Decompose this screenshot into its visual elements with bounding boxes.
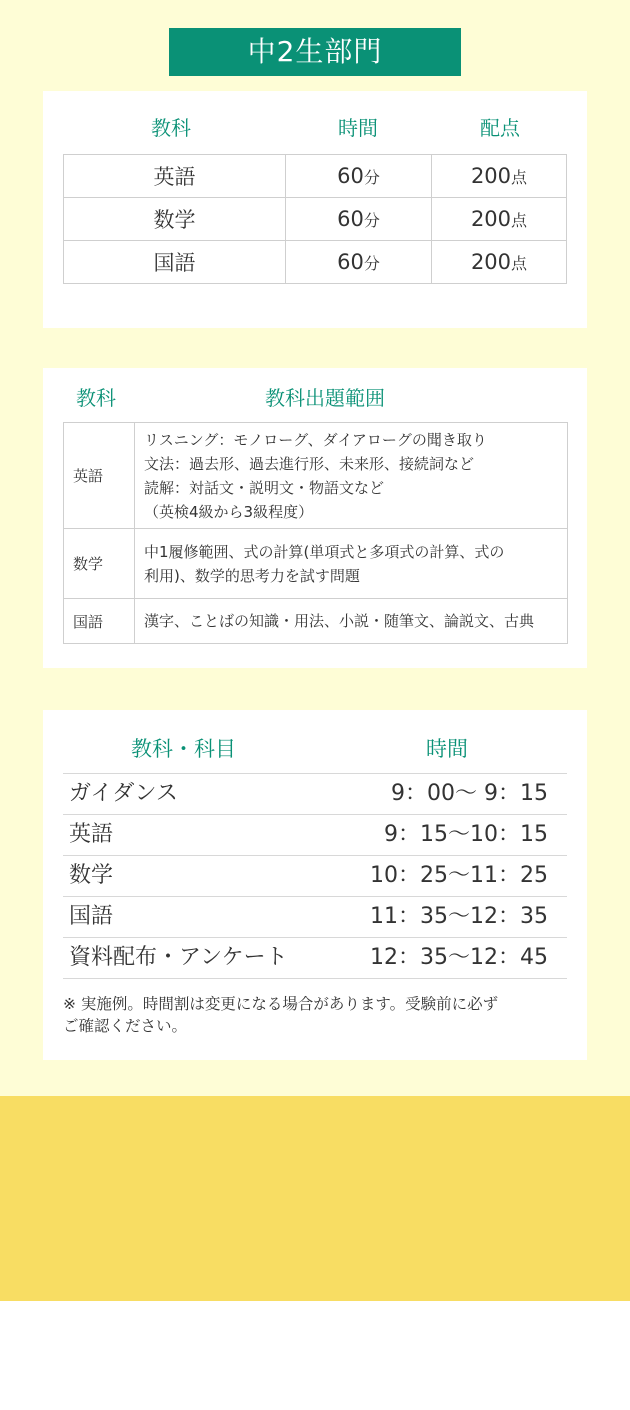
score-time: 60分 [286, 241, 432, 284]
score-header-time: 時間 [338, 116, 378, 140]
score-header-points: 配点 [480, 116, 520, 140]
table-row [64, 423, 568, 529]
table-row [64, 155, 567, 198]
scope-header-subject: 教科 [76, 386, 116, 410]
scope-description: 中1履修範囲、式の計算(単項式と多項式の計算、式の 利用)、数学的思考力を試す問題 [135, 529, 568, 599]
schedule-row [63, 814, 567, 855]
bottom-area [0, 1301, 630, 1410]
scope-subject: 英語 [64, 423, 135, 529]
schedule-item-time: 11：35〜12：35 [370, 904, 548, 929]
scope-description: 漢字、ことばの知識・用法、小説・随筆文、論説文、古典 [135, 599, 568, 644]
schedule-item-time: 12：35〜12：45 [370, 945, 548, 970]
schedule-row [63, 773, 567, 814]
schedule-header-time: 時間 [426, 737, 468, 761]
scope-header-scope: 教科出題範囲 [265, 386, 385, 410]
footer-band [0, 1096, 630, 1301]
schedule-list [63, 773, 567, 979]
table-row [64, 599, 568, 644]
score-table [63, 154, 567, 284]
table-row [64, 241, 567, 284]
schedule-item-name: ガイダンス [69, 781, 178, 806]
schedule-row [63, 855, 567, 896]
score-subject: 国語 [64, 241, 286, 284]
score-subject: 英語 [64, 155, 286, 198]
schedule-header-subject: 教科・科目 [131, 737, 236, 761]
table-row [64, 198, 567, 241]
schedule-item-time: 10：25〜11：25 [370, 863, 548, 888]
schedule-item-name: 国語 [69, 904, 114, 929]
scope-description: リスニング：モノローグ、ダイアローグの聞き取り 文法：過去形、過去進行形、未来形、接続詞など 読解：対話文・説明文・物語文など （英検4級から3級程度） [135, 423, 568, 529]
schedule-row [63, 937, 567, 979]
score-header-subject: 教科 [151, 116, 191, 140]
scope-table [63, 422, 568, 644]
schedule-item-time: 9：15〜10：15 [384, 822, 548, 847]
score-points: 200点 [432, 155, 567, 198]
score-subject: 数学 [64, 198, 286, 241]
schedule-item-name: 資料配布・アンケート [69, 945, 288, 970]
score-points: 200点 [432, 241, 567, 284]
score-points: 200点 [432, 198, 567, 241]
table-row [64, 529, 568, 599]
schedule-item-time: 9：00〜 9：15 [391, 781, 548, 806]
score-time: 60分 [286, 198, 432, 241]
schedule-note: ※ 実施例。時間割は変更になる場合があります。受験前に必ず ご確認ください。 [63, 995, 499, 1035]
section-title-banner: 中2生部門 [169, 28, 461, 76]
scope-subject: 数学 [64, 529, 135, 599]
scope-subject: 国語 [64, 599, 135, 644]
schedule-row [63, 896, 567, 937]
score-time: 60分 [286, 155, 432, 198]
schedule-item-name: 英語 [69, 822, 114, 847]
schedule-item-name: 数学 [69, 863, 114, 888]
